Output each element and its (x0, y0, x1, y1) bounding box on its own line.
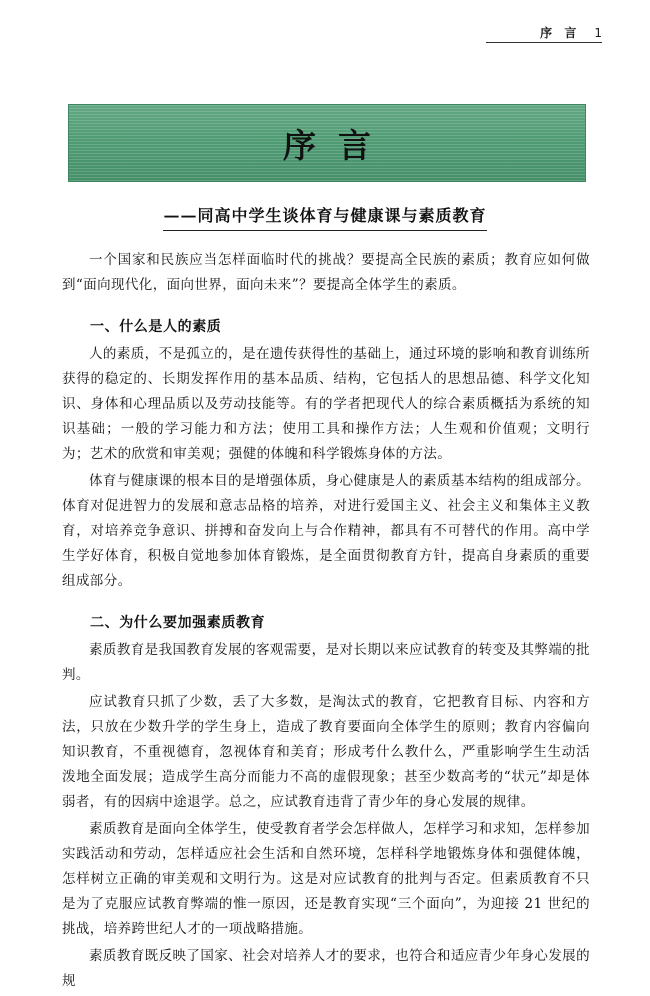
paragraph: 素质教育是面向全体学生，使受教育者学会怎样做人，怎样学习和求知，怎样参加实践活动和劳动，怎样适应社会生活和自然环境，怎样科学地锻炼身体和强健体魄，怎样树立正确的审美观和文明行为。这是对应试教育的批判与否定。但素质教育不只是为了克服应试教育弊端的惟一原因，还是教育实现“三个面向”，为迎接 21 世纪的挑战，培养跨世纪人才的一项战略措施。 (62, 821, 590, 937)
intro-paragraph: 一个国家和民族应当怎样面临时代的挑战？要提高全民族的素质；教育应如何做到“面向现代化，面向世界，面向未来”？要提高全体学生的素质。 (62, 252, 590, 293)
paragraph: 素质教育既反映了国家、社会对培养人才的要求，也符合和适应青少年身心发展的规 (62, 948, 590, 989)
running-head-title: 序 言 (540, 26, 581, 40)
paragraph: 人的素质，不是孤立的，是在遗传获得性的基础上，通过环境的影响和教育训练所获得的稳定的、长期发挥作用的基本品质、结构，它包括人的思想品德、科学文化知识、身体和心理品质以及劳动技能等。有的学者把现代人的综合素质概括为系统的知识基础；一般的学习能力和方法；使用工具和操作方法；人生观和价值观；文明行为；艺术的欣赏和审美观；强健的体魄和科学锻炼身体的方法。 (62, 346, 590, 462)
paragraph: 素质教育是我国教育发展的客观需要，是对长期以来应试教育的转变及其弊端的批判。 (62, 642, 590, 683)
subtitle-container (48, 203, 602, 231)
section-heading-2: 二、为什么要加强素质教育 (90, 615, 266, 631)
body-text (62, 248, 590, 996)
paragraph: 体育与健康课的根本目的是增强体质，身心健康是人的素质基本结构的组成部分。体育对促进智力的发展和意志品格的培养，对进行爱国主义、社会主义和集体主义教育，对培养竞争意识、拼搏和奋发向上与合作精神，都具有不可替代的作用。高中学生学好体育，积极自觉地参加体育锻炼，是全面贯彻教育方针，提高自身素质的重要组成部分。 (62, 473, 590, 589)
page-subtitle: ——同高中学生谈体育与健康课与素质教育 (163, 203, 486, 231)
running-head (540, 24, 602, 41)
page-number: 1 (594, 26, 602, 40)
paragraph: 应试教育只抓了少数，丢了大多数，是淘汰式的教育，它把教育目标、内容和方法，只放在少数升学的学生身上，造成了教育要面向全体学生的原则；教育内容偏向知识教育，不重视德育，忽视体育和美育；形成考什么教什么，严重影响学生生动活泼地全面发展；造成学生高分而能力不高的虚假现象；甚至少数高考的“状元”却是体弱者，有的因病中途退学。总之，应试教育违背了青少年的身心发展的规律。 (62, 694, 590, 810)
section-heading-1: 一、什么是人的素质 (90, 319, 222, 335)
preface-banner (68, 104, 586, 182)
running-head-rule (486, 42, 602, 43)
banner-title: 序言 (283, 125, 393, 165)
